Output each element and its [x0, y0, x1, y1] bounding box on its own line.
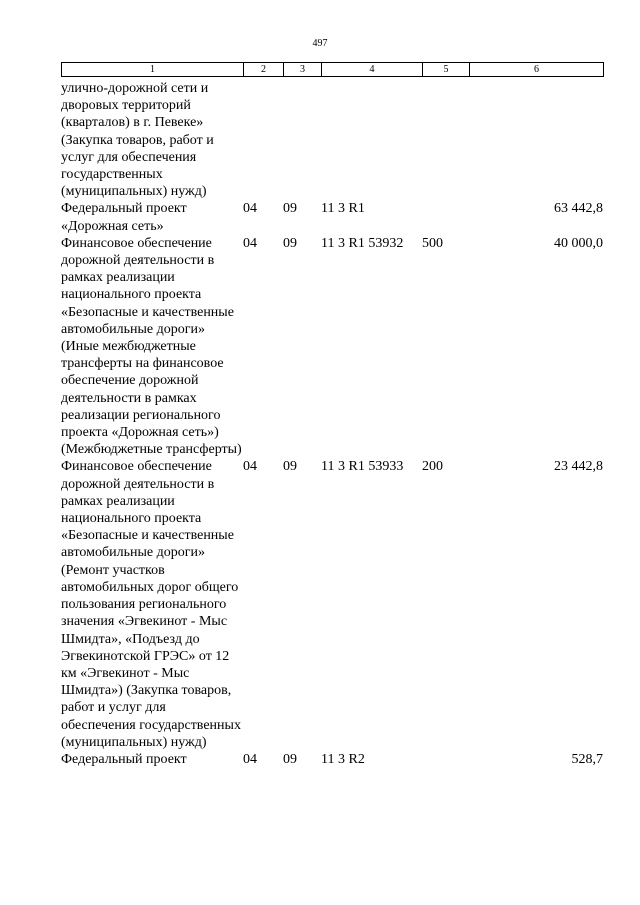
- header-cell-1: 1: [62, 63, 244, 77]
- row-name: Финансовое обеспечение дорожной деятельности в рамках реализации национального проекта «Безопасные и качественные автомобильные дороги» (Иные межбюджетные трансферты на финансовое обеспечение дорожной деятельности в рамках реализации регионального проекта «Дорожная сеть») (Межбюджетные трансферты): [61, 235, 242, 458]
- row-amount: 23 442,8: [554, 459, 603, 475]
- row-amount: 63 442,8: [554, 201, 603, 217]
- table-row: [61, 200, 603, 234]
- page-number: 497: [312, 38, 328, 49]
- header-cell-2: 2: [244, 63, 284, 77]
- row-expense-type: [422, 200, 469, 234]
- row-subsection: 09: [283, 751, 297, 767]
- row-target-article: 11 3 R1 53933: [321, 459, 404, 475]
- row-subsection: 09: [283, 459, 297, 475]
- row-expense-type: [422, 80, 469, 200]
- header-row: [62, 63, 604, 77]
- row-target-article: [321, 80, 422, 200]
- row-section: 04: [243, 751, 257, 767]
- row-name: Федеральный проект «Дорожная сеть»: [61, 201, 187, 234]
- row-subsection: [283, 80, 321, 200]
- row-name: улично-дорожной сети и дворовых территорий (кварталов) в г. Певеке» (Закупка товаров, работ и услуг для обеспечения государственных (муниципальных) нужд): [61, 81, 214, 200]
- row-subsection: 09: [283, 235, 297, 251]
- budget-table: [61, 80, 603, 768]
- row-subsection: 09: [283, 201, 297, 217]
- header-cell-6: 6: [470, 63, 604, 77]
- row-section: 04: [243, 459, 257, 475]
- table-row: [61, 458, 603, 750]
- row-expense-type: 200: [422, 459, 443, 475]
- row-amount: 40 000,0: [554, 235, 603, 251]
- table-row: [61, 235, 603, 459]
- row-section: 04: [243, 235, 257, 251]
- header-cell-3: 3: [284, 63, 322, 77]
- row-expense-type: 500: [422, 235, 443, 251]
- row-name: Финансовое обеспечение дорожной деятельности в рамках реализации национального проекта «Безопасные и качественные автомобильные дороги» (Ремонт участков автомобильных дорог общего пользования регионального значения «Эгвекинот - Мыс Шмидта», «Подъезд до Эгвекинотской ГРЭС» от 12 км «Эгвекинот - Мыс Шмидта») (Закупка товаров, работ и услуг для обеспечения государственных (муниципальных) нужд): [61, 459, 241, 750]
- row-target-article: 11 3 R1 53932: [321, 235, 404, 251]
- row-section: [243, 80, 283, 200]
- row-amount: 528,7: [571, 751, 603, 767]
- row-expense-type: [422, 751, 469, 768]
- row-name: Федеральный проект: [61, 751, 187, 767]
- row-target-article: 11 3 R1: [321, 201, 365, 217]
- row-section: 04: [243, 201, 257, 217]
- row-target-article: 11 3 R2: [321, 751, 365, 767]
- header-cell-5: 5: [423, 63, 470, 77]
- table-row: [61, 80, 603, 200]
- row-amount: [469, 80, 603, 200]
- header-cell-4: 4: [322, 63, 423, 77]
- column-number-header: [61, 62, 604, 77]
- table-row: [61, 751, 603, 768]
